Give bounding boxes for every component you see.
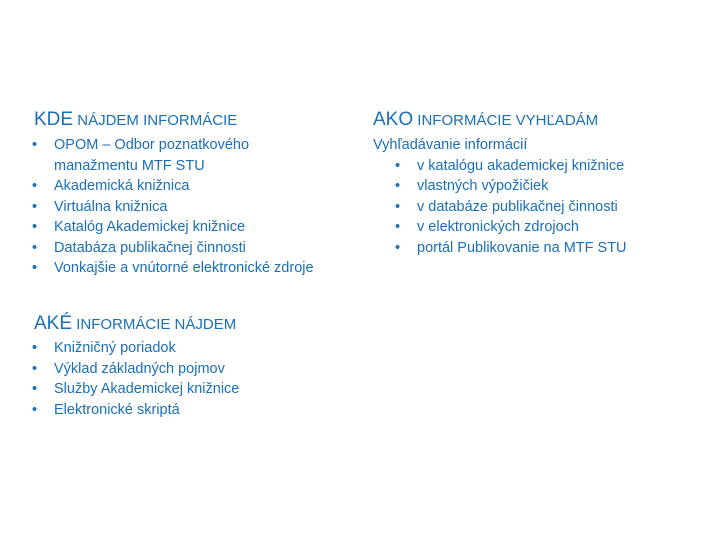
bullet-icon: • (395, 157, 401, 174)
kde-item (30, 258, 314, 279)
ako-item-text: v elektronických zdrojoch (417, 219, 579, 235)
bullet-icon: • (395, 219, 401, 235)
kde-item (30, 176, 314, 197)
kde-heading-main: KDE (34, 109, 74, 130)
ake-item-text: Elektronické skriptá (54, 401, 180, 418)
ake-item (30, 338, 239, 359)
bullet-icon: • (32, 360, 38, 377)
ake-item (30, 359, 239, 380)
bullet-icon: • (32, 137, 38, 153)
ake-item-text: Služby Akademickej knižnice (54, 381, 240, 397)
ake-item (30, 400, 239, 421)
bullet-icon: • (32, 219, 38, 235)
ako-item (393, 197, 627, 218)
ake-list (30, 338, 239, 420)
ake-heading-main: AKÉ (34, 313, 73, 334)
ako-list (393, 156, 627, 259)
kde-item (30, 197, 314, 218)
ako-item (393, 156, 627, 177)
ako-heading (373, 110, 598, 129)
bullet-icon: • (32, 381, 38, 397)
kde-item-text: OPOM – Odbor poznatkového manažmentu MTF STU (54, 137, 250, 174)
kde-list (30, 135, 314, 279)
bullet-icon: • (395, 239, 401, 256)
kde-item-text: Databáza publikačnej činnosti (54, 239, 246, 256)
kde-item (30, 135, 314, 176)
kde-item-text: Vonkajšie a vnútorné elektronické zdroje (54, 260, 314, 276)
ako-item (393, 176, 627, 197)
ake-item-text: Knižničný poriadok (54, 340, 176, 356)
bullet-icon: • (32, 178, 38, 194)
ako-item-text: v katalógu akademickej knižnice (417, 157, 625, 174)
kde-item-text: Katalóg Akademickej knižnice (54, 219, 246, 235)
ako-item-text: v databáze publikačnej činnosti (417, 198, 618, 215)
ako-heading-main: AKO (373, 109, 414, 130)
bullet-icon: • (32, 198, 38, 215)
ako-item (393, 217, 627, 238)
bullet-icon: • (32, 340, 38, 356)
kde-heading-rest: NÁJDEM INFORMÁCIE (73, 112, 238, 129)
ake-item-text: Výklad základných pojmov (54, 360, 225, 377)
bullet-icon: • (395, 198, 401, 215)
ako-item-text: portál Publikovanie na MTF STU (417, 239, 627, 256)
kde-item-text: Virtuálna knižnica (54, 198, 168, 215)
bullet-icon: • (32, 401, 38, 418)
ake-heading (34, 314, 236, 333)
bullet-icon: • (32, 239, 38, 256)
kde-item-text: Akademická knižnica (54, 178, 190, 194)
ako-intro: Vyhľadávanie informácií (373, 137, 528, 153)
ako-heading-rest: INFORMÁCIE VYHĽADÁM (413, 112, 599, 129)
kde-heading (34, 110, 237, 129)
ake-item (30, 379, 239, 400)
ake-heading-rest: INFORMÁCIE NÁJDEM (72, 316, 237, 333)
bullet-icon: • (395, 178, 401, 194)
kde-item (30, 238, 314, 259)
ako-item (393, 238, 627, 259)
bullet-icon: • (32, 260, 38, 276)
kde-item (30, 217, 314, 238)
ako-item-text: vlastných výpožičiek (417, 178, 549, 194)
